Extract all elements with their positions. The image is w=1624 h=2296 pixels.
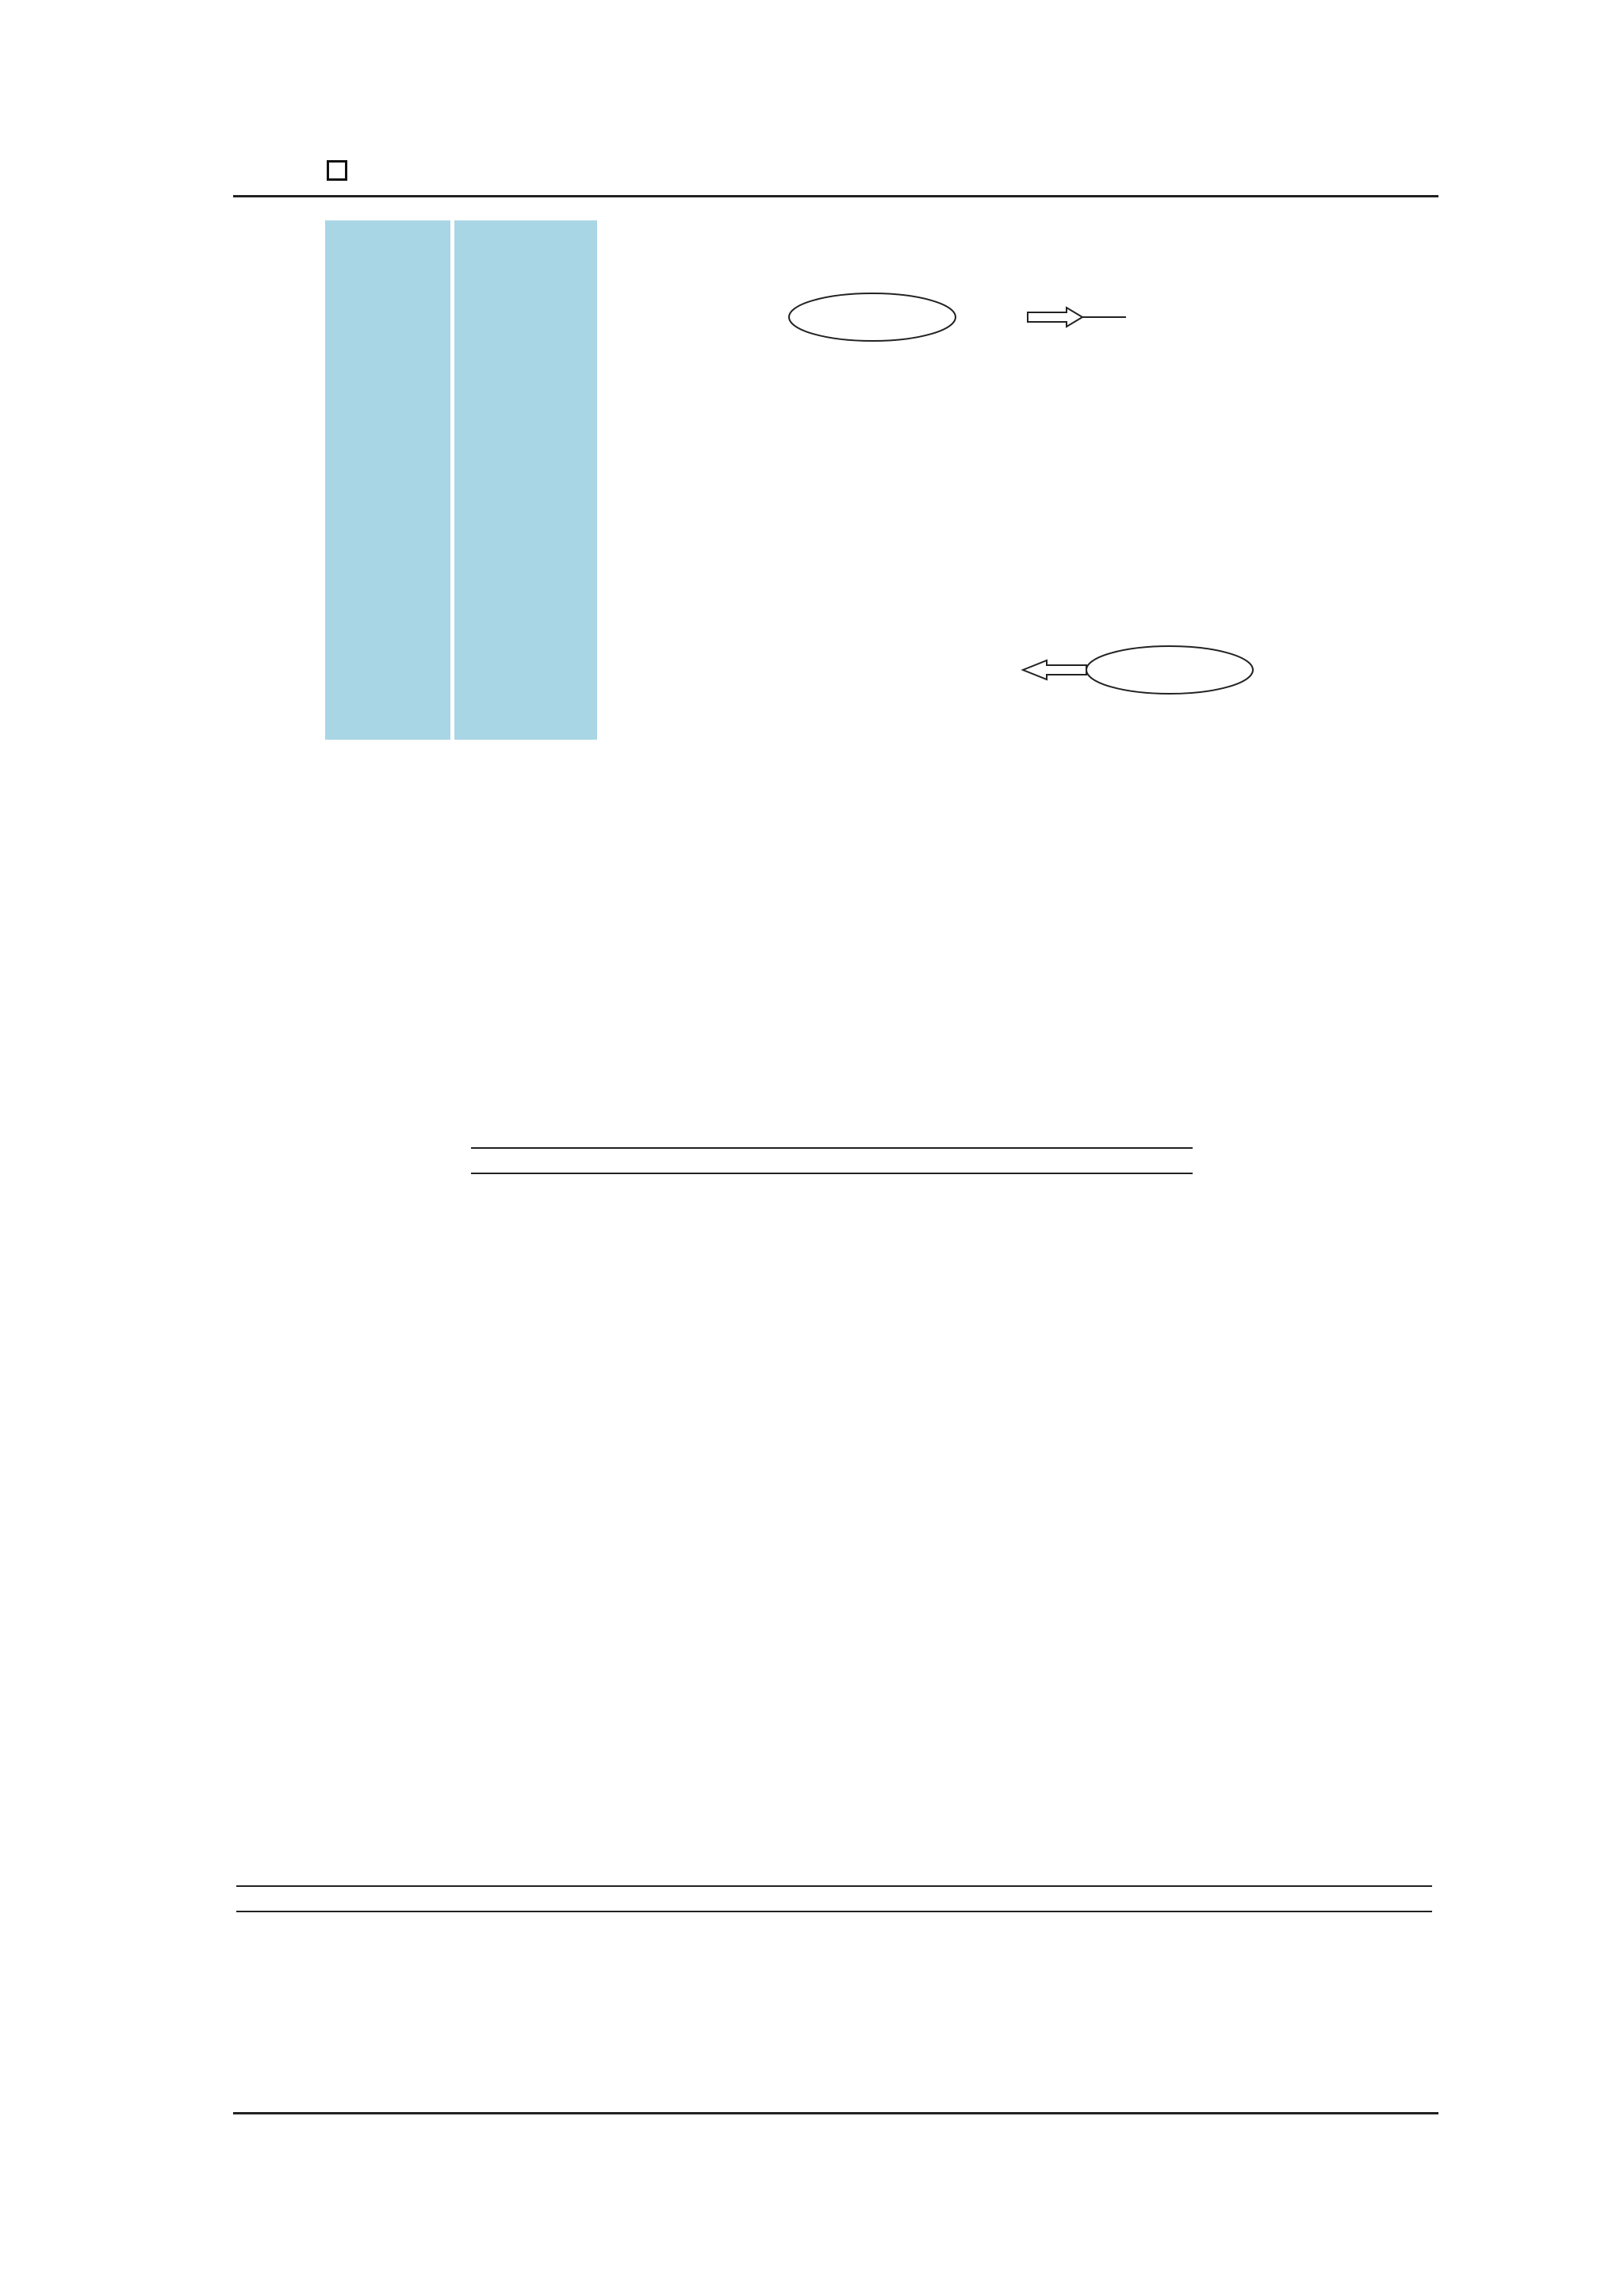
square-bullet-icon: [327, 160, 347, 181]
table-2-header: [832, 1148, 1013, 1173]
paragraph-3: [233, 1606, 1438, 1638]
paragraph-2: [233, 1416, 1438, 1448]
simulation-waveform: [325, 220, 1344, 740]
paragraph-1: [233, 864, 1438, 896]
table-2-header: [1013, 1148, 1193, 1173]
table-3-header: [236, 1886, 535, 1911]
table-2-header: [471, 1148, 652, 1173]
table-3: [236, 1885, 1432, 1912]
table-3-header-row: [236, 1886, 1432, 1911]
page-footer: [233, 2112, 1438, 2119]
table-3-header: [535, 1886, 834, 1911]
table-2-header: [652, 1148, 833, 1173]
table-2-header-row: [471, 1148, 1193, 1173]
table-2: [471, 1147, 1193, 1174]
waveform-canvas: [325, 220, 1344, 740]
table-3-header: [834, 1886, 1133, 1911]
page-header: [233, 155, 1438, 197]
table-3-header: [1133, 1886, 1432, 1911]
